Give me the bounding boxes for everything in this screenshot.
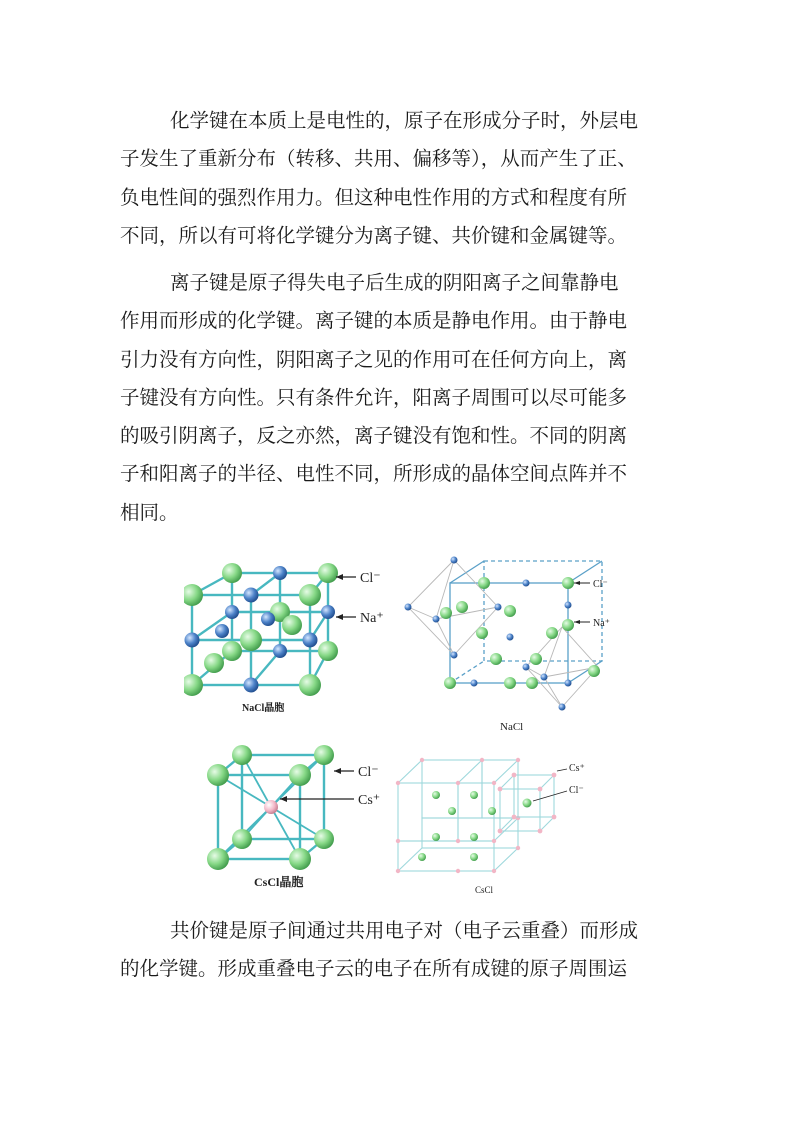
text-line: 离子键是原子得失电子后生成的阴阳离子之间靠静电 (170, 271, 619, 294)
nacl-lattice-cl-label: Cl⁻ (593, 579, 608, 590)
paragraph-covalent-bond (120, 912, 680, 989)
text-line: 化学键在本质上是电性的，原子在形成分子时，外层电 (170, 109, 639, 132)
text-line: 子发生了重新分布（转移、共用、偏移等），从而产生了正、 (120, 147, 637, 171)
text-line: 的吸引阴离子，反之亦然，离子键没有饱和性。不同的阴离 (120, 424, 628, 448)
text-line: 共价键是原子间通过共用电子对（电子云重叠）而形成 (170, 919, 639, 942)
text-line: 子和阳离子的半径、电性不同，所形成的晶体空间点阵并不 (120, 462, 628, 486)
nacl-cell-cl-label: Cl⁻ (360, 571, 381, 586)
lattice-chloride-icons (440, 577, 600, 689)
cesium-ion-icon (264, 800, 278, 814)
nacl-lattice-diagram (405, 557, 610, 734)
cscl-small-cell-diagram (498, 763, 585, 833)
crystal-structure-figure (184, 555, 624, 900)
text-line: 负电性间的强烈作用力。但这种电性作用的方式和程度有所 (120, 185, 628, 209)
nacl-unit-cell-diagram (184, 563, 384, 714)
cscl-lattice-diagram (396, 758, 520, 895)
text-line: 子键没有方向性。只有条件允许，阳离子周围可以尽可能多 (120, 385, 628, 409)
text-line: 不同，所以有可将化学键分为离子键、共价键和金属键等。 (120, 223, 628, 247)
text-line: 引力没有方向性，阴阳离子之见的作用可在任何方向上，离 (120, 347, 628, 371)
crystal-figure-svg (184, 555, 624, 900)
cscl-cell-cl-label: Cl⁻ (358, 765, 379, 780)
paragraph-ionic-bond (120, 264, 680, 532)
nacl-lattice-na-label: Na⁺ (593, 618, 610, 629)
cscl-small-cl-label: Cl⁻ (569, 785, 584, 796)
paragraph-chemical-bond-nature (120, 102, 680, 255)
nacl-cell-caption: NaCl晶胞 (242, 703, 285, 714)
lattice-cscl-chloride-icons (418, 791, 496, 861)
text-line: 的化学键。形成重叠电子云的电子在所有成键的原子周围运 (120, 957, 628, 981)
nacl-cell-na-label: Na⁺ (360, 611, 384, 626)
cscl-lattice-caption: CsCl (475, 885, 494, 895)
nacl-lattice-caption: NaCl (500, 721, 524, 733)
text-line: 相同。 (120, 500, 179, 524)
cscl-unit-cell-diagram (207, 745, 380, 889)
text-line: 作用而形成的化学键。离子键的本质是静电作用。由于静电 (120, 309, 628, 333)
cscl-small-cs-label: Cs⁺ (569, 763, 585, 774)
cscl-cell-caption: CsCl晶胞 (254, 875, 304, 889)
cscl-cell-cs-label: Cs⁺ (358, 793, 381, 808)
